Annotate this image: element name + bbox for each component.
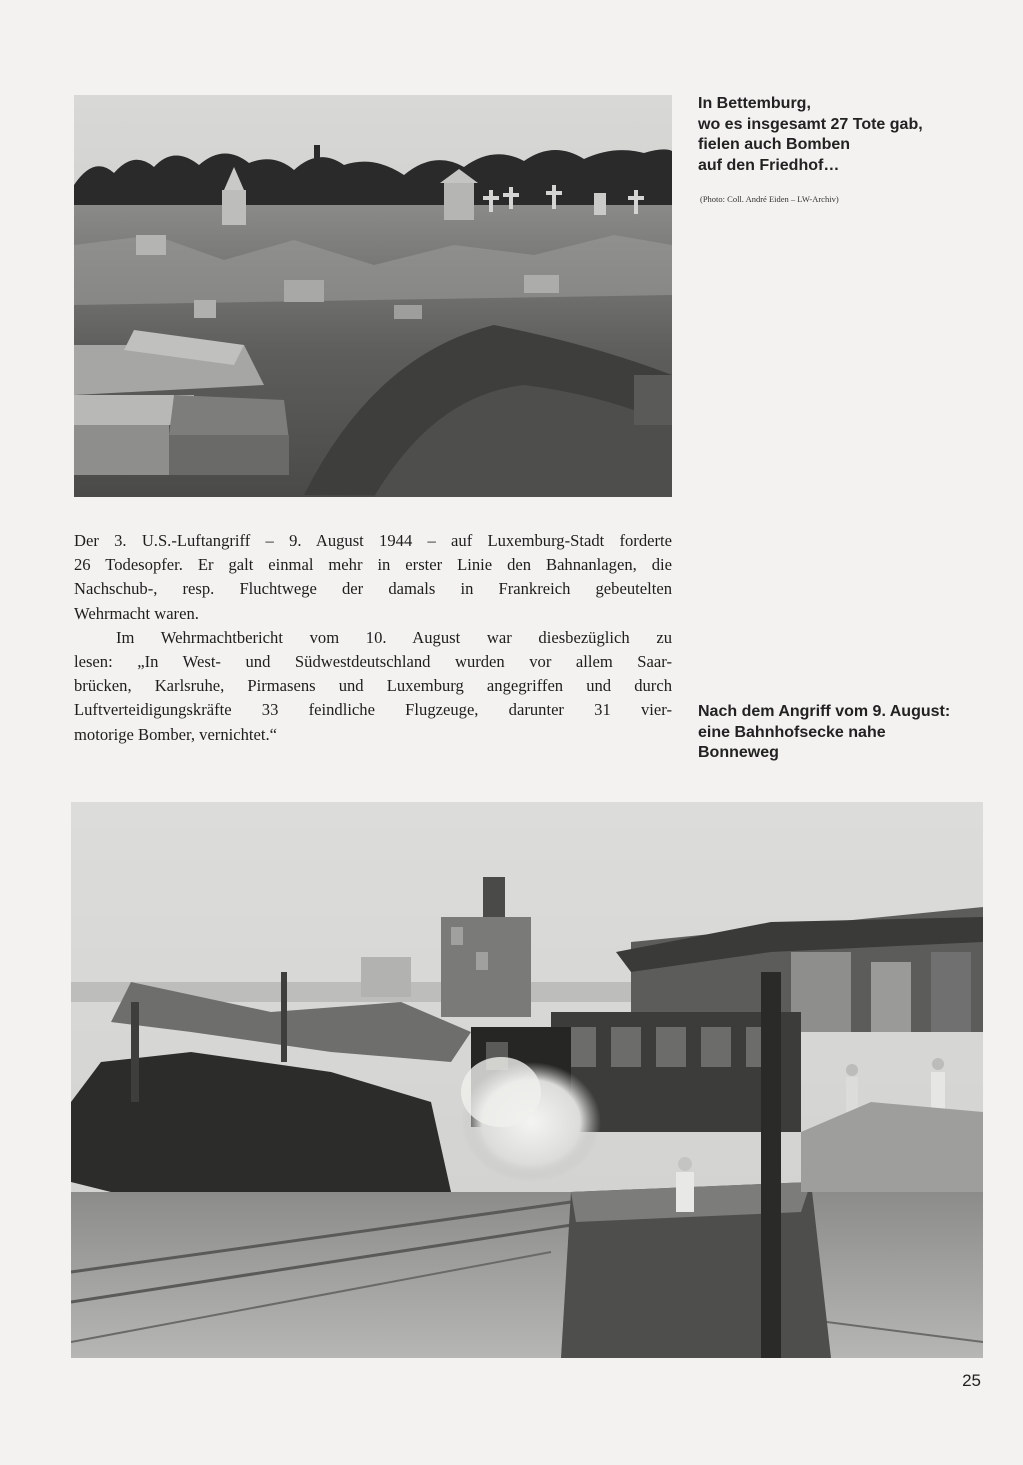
text-line: Der 3. U.S.-Luftangriff – 9. August 1944 – auf Luxemburg-Stadt forderte [74, 531, 672, 550]
photo-cemetery-ruins [74, 95, 672, 497]
caption-station-line: Nach dem Angriff vom 9. August: [698, 703, 951, 720]
paragraph-2 [74, 626, 672, 747]
page-number: 25 [962, 1371, 981, 1390]
caption-station-line: Bonneweg [698, 744, 779, 761]
photo-station-image [71, 802, 983, 1358]
paragraph-1 [74, 529, 672, 626]
photo-cemetery-image [74, 95, 672, 497]
photo-credit: (Photo: Coll. André Eiden – LW-Archiv) [700, 194, 839, 204]
caption-cemetery [698, 94, 958, 176]
caption-station [698, 702, 988, 764]
text-line: 26 Todesopfer. Er galt einmal mehr in erster Linie den Bahnanlagen, die [74, 555, 672, 575]
caption-station-line: eine Bahnhofsecke nahe [698, 723, 886, 741]
text-line: Nachschub-, resp. Fluchtwege der damals in Frankreich gebeutelten [74, 579, 672, 599]
text-line: Im Wehrmachtbericht vom 10. August war diesbezüglich zu [116, 627, 672, 647]
text-line: Wehrmacht waren. [74, 603, 199, 623]
text-line: brücken, Karlsruhe, Pirmasens und Luxemburg angegriffen und durch [74, 676, 672, 696]
photo-station-ruins [71, 802, 983, 1358]
caption-cemetery-line: In Bettemburg, [698, 95, 811, 112]
caption-cemetery-line: auf den Friedhof… [698, 156, 840, 174]
caption-cemetery-line: fielen auch Bomben [698, 136, 851, 153]
caption-cemetery-line: wo es insgesamt 27 Tote gab, [698, 115, 923, 133]
text-line: Luftverteidigungskräfte 33 feindliche Flugzeuge, darunter 31 vier- [74, 700, 672, 720]
body-text [74, 529, 672, 747]
text-line: motorige Bomber, vernichtet.“ [74, 724, 278, 744]
text-line: lesen: „In West- und Südwestdeutschland wurden vor allem Saar- [74, 652, 672, 672]
